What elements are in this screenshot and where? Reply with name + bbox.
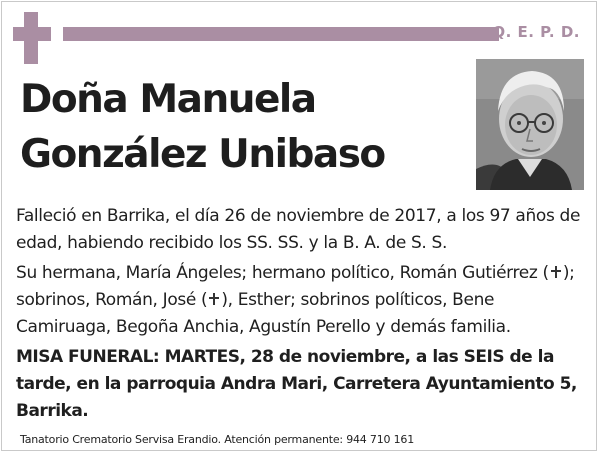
family-text-part-3: ), Esther; sobrinos políticos, Bene Camiruaga, Begoña Anchia, Agustín Perello y demás familia. bbox=[16, 290, 511, 337]
family-paragraph bbox=[16, 260, 586, 341]
portrait-photo bbox=[476, 59, 584, 190]
deceased-name-line-2: González Unibaso bbox=[20, 132, 385, 177]
small-cross-icon bbox=[207, 291, 221, 307]
family-text-part-1: Su hermana, María Ángeles; hermano político, Román Gutiérrez ( bbox=[16, 263, 549, 283]
deceased-name-line-1: Doña Manuela bbox=[20, 77, 316, 122]
funeral-mass-info: MISA FUNERAL: MARTES, 28 de noviembre, a las SEIS de la tarde, en la parroquia Andra Mari, Carretera Ayuntamiento 5, Barrika. bbox=[16, 347, 577, 421]
cross-icon bbox=[13, 12, 51, 64]
small-cross-icon bbox=[549, 264, 563, 280]
funeral-home-footer: Tanatorio Crematorio Servisa Erandio. Atención permanente: 944 710 161 bbox=[20, 433, 414, 446]
deceased-name bbox=[20, 72, 385, 182]
header-rule bbox=[63, 27, 499, 41]
family-text-part-2: ); sobrinos, Román, José ( bbox=[16, 263, 575, 310]
qepd-label: Q. E. P. D. bbox=[492, 23, 580, 41]
obituary-notice bbox=[1, 1, 597, 451]
death-announcement: Falleció en Barrika, el día 26 de noviembre de 2017, a los 97 años de edad, habiendo recibido los SS. SS. y la B. A. de S. S. bbox=[16, 206, 581, 253]
notice-body bbox=[16, 203, 586, 428]
